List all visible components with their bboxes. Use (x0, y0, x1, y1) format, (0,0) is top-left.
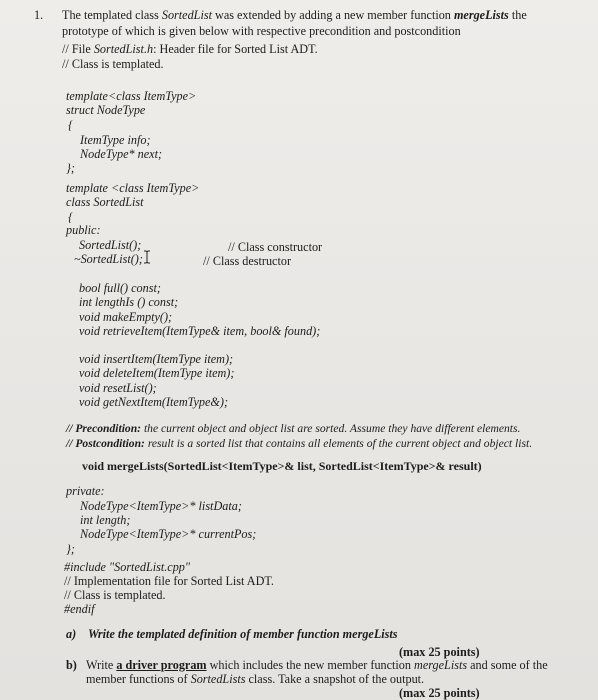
code-private: private: (66, 484, 105, 498)
code-method: int lengthIs () const; (79, 295, 179, 309)
merge-lists-prototype: void mergeLists(SortedList<ItemType>& list, SortedList<ItemType>& result) (82, 459, 482, 473)
precondition: // Precondition: the current object and object list are sorted. Assume they have different elements. (66, 422, 521, 435)
code-template-line: template <class ItemType> (66, 181, 200, 195)
code-class-decl: class SortedList (66, 195, 144, 209)
question-number: 1. (34, 8, 44, 22)
code-brace: }; (66, 542, 75, 556)
file-comment: // File SortedList.h: Header file for Sorted List ADT. (62, 42, 318, 56)
text-cursor-icon (143, 250, 151, 264)
code-method: void retrieveItem(ItemType& item, bool& found); (79, 324, 321, 338)
destructor-comment: // Class destructor (203, 254, 292, 268)
code-method: void getNextItem(ItemType&); (79, 395, 229, 409)
code-method: void deleteItem(ItemType item); (79, 366, 235, 380)
code-method: void makeEmpty(); (79, 310, 173, 324)
task-a-label: a) (66, 627, 77, 641)
question-intro-line1: The templated class SortedList was extended by adding a new member function mergeLists the (62, 8, 527, 22)
code-method: void insertItem(ItemType item); (79, 352, 234, 366)
question-intro-line2: prototype of which is given below with respective precondition and postcondition (62, 24, 461, 38)
code-public: public: (66, 223, 101, 237)
task-b-line1: Write a driver program which includes the new member function mergeLists and some of the (86, 658, 548, 672)
code-member: int length; (80, 513, 131, 527)
code-method: void resetList(); (79, 381, 157, 395)
code-template-line: template<class ItemType> (66, 89, 197, 103)
templated-comment: // Class is templated. (64, 588, 166, 602)
task-b-line2: member functions of SortedLists class. Take a snapshot of the output. (86, 672, 425, 686)
code-member: NodeType<ItemType>* listData; (80, 499, 242, 513)
templated-comment: // Class is templated. (62, 57, 164, 71)
code-constructor: SortedList(); (79, 238, 142, 252)
code-struct-decl: struct NodeType (66, 103, 146, 117)
task-b-label: b) (66, 658, 77, 672)
task-a-points: (max 25 points) (399, 645, 480, 659)
task-b-points: (max 25 points) (399, 686, 480, 700)
code-brace: }; (66, 161, 75, 175)
task-a-text: Write the templated definition of member function mergeLists (88, 627, 398, 641)
code-brace: { (68, 210, 73, 224)
code-brace: { (68, 118, 73, 132)
code-destructor: ~SortedList(); (74, 252, 143, 266)
code-method: bool full() const; (79, 281, 161, 295)
code-line: NodeType* next; (80, 147, 163, 161)
code-line: ItemType info; (80, 133, 151, 147)
code-endif: #endif (64, 602, 95, 616)
code-include: #include "SortedList.cpp" (64, 560, 191, 574)
implementation-comment: // Implementation file for Sorted List ADT. (64, 574, 274, 588)
constructor-comment: // Class constructor (228, 240, 323, 254)
postcondition: // Postcondition: result is a sorted list that contains all elements of the current object and object list. (66, 437, 533, 450)
code-member: NodeType<ItemType>* currentPos; (80, 527, 257, 541)
